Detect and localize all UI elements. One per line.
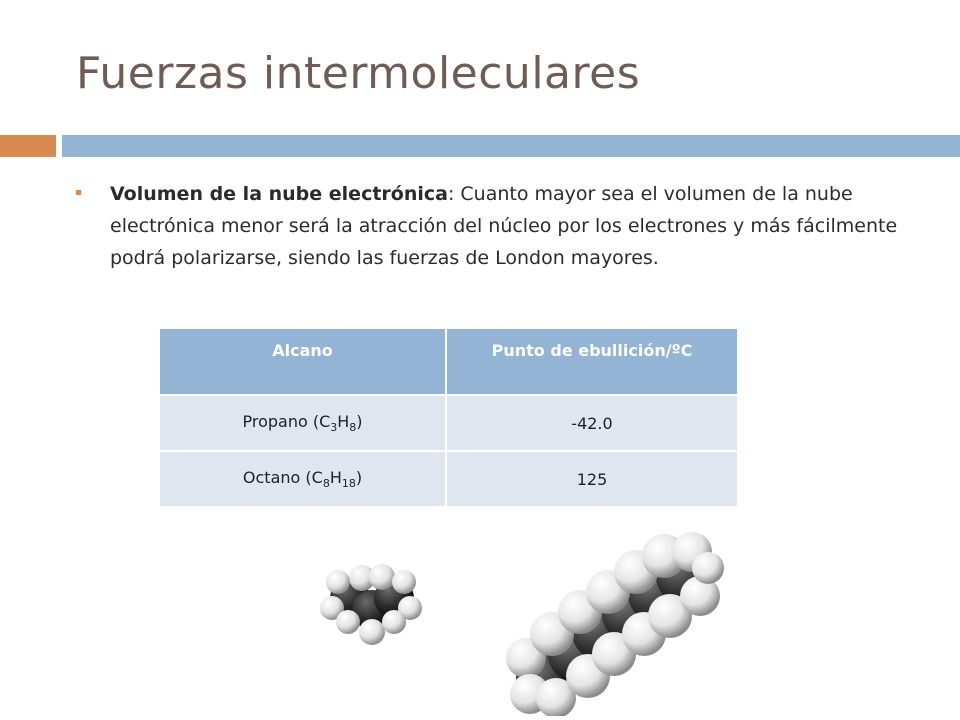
alkane-name-cell: Propano $(C_3H_8)$ (160, 395, 446, 451)
bullet-term: Volumen de la nube electrónica (110, 183, 448, 205)
header-alcano: Alcano (160, 329, 446, 395)
title-rule-accent (0, 135, 56, 157)
table-header-row (160, 329, 737, 395)
slide-title: Fuerzas intermoleculares (76, 48, 641, 99)
bullet-marker (76, 190, 81, 195)
alkane-name-cell: Octano $(C_8H_{18})$ (160, 451, 446, 506)
boiling-point-cell: -42.0 (446, 395, 737, 451)
bullet-paragraph (110, 178, 920, 274)
table-row (160, 451, 737, 506)
header-punto-ebullicion: Punto de ebullición/ºC (446, 329, 737, 395)
alkane-table (160, 329, 737, 506)
propane-molecule-image (318, 560, 422, 646)
title-rule-bar (62, 135, 960, 157)
table-row (160, 395, 737, 451)
boiling-point-cell: 125 (446, 451, 737, 506)
bullet-text: : Cuanto mayor sea el volumen de la nube electrónica menor será la atracción del núcleo por los electrones y más fácilmente podrá polarizarse, siendo las fuerzas de London mayores. (110, 183, 898, 269)
octane-molecule-image (496, 530, 726, 716)
